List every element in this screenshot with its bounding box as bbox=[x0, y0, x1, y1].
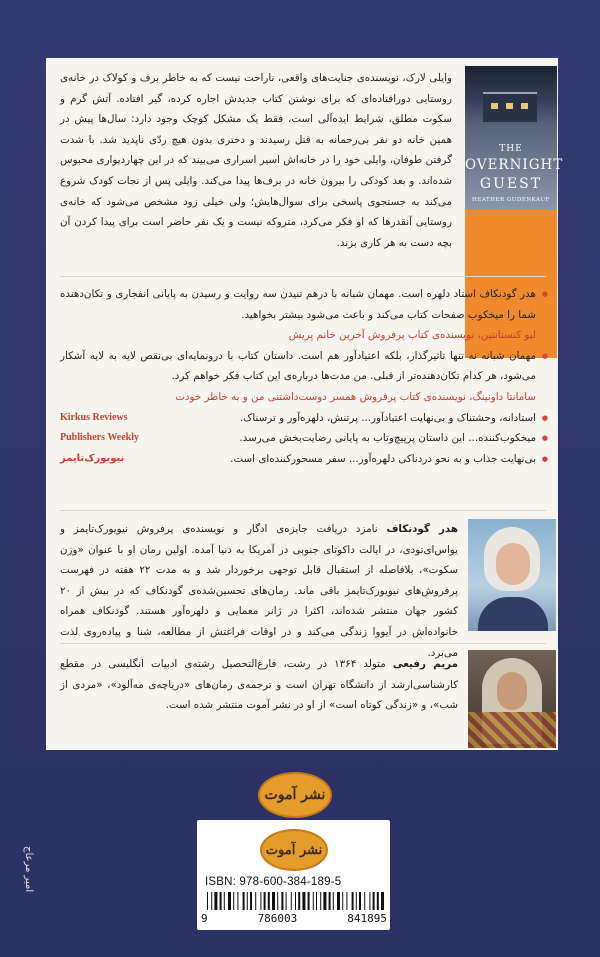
divider bbox=[60, 643, 546, 644]
short-quote bbox=[60, 449, 548, 470]
translator-bio bbox=[60, 654, 458, 716]
divider bbox=[60, 276, 546, 277]
praise-attribution: سامانتا داونینگ، نویسنده‌ی کتاب پرفروش همسر دوست‌داشتنی من و به خاطر خودت bbox=[175, 390, 536, 403]
barcode-label bbox=[197, 820, 390, 930]
short-quote-text: ● بی‌نهایت جذاب و به نحو دردناکی دلهره‌آور... سفر مسحورکننده‌ای است. bbox=[60, 449, 548, 470]
short-quote-text: ● استادانه، وحشتناک و بی‌نهایت اعتیادآور... پرتنش، دلهره‌آور و ترسناک. bbox=[60, 408, 548, 429]
short-quote-source: Kirkus Reviews bbox=[60, 411, 128, 423]
short-quote bbox=[60, 428, 548, 449]
snowy-house-image bbox=[465, 66, 557, 124]
isbn-text: ISBN: 978-600-384-189-5 bbox=[205, 876, 342, 888]
barcode-digit-prefix: 9 bbox=[201, 912, 208, 925]
text-panel bbox=[46, 58, 564, 750]
translator-photo bbox=[468, 650, 556, 748]
inner-cover-title-line1: THE bbox=[499, 144, 523, 154]
author-bio-text: نامزد دریافت جایزه‌ی ادگار و نویسنده‌ی پرفروش نیویورک‌تایمز و یواس‌ای‌تودی، در ایالت داکوتای جنوبی در آمریکا به دنیا آمده. اولین رمان او با عنوان «وزن سکوت»، بلافاصله از استقبال قابل توجهی برخوردار شد و به مدت ۲۲ هفته در فهرست پرفروش‌های نیویورک‌تایمز باقی ماند. رمان‌های تحسین‌شده‌ی گودنکاف که در بیش از ۲۰ کشور جهان منتشر شده‌اند، اکثرا در ژانر معمایی و دلهره‌آور هستند. گودنکاف همراه خانواده‌اش در آیووا زندگی می‌کند و در اوقات فراغتش از مطالعه، شنا و پیاده‌روی لذت می‌برد. bbox=[60, 523, 458, 659]
barcode-icon bbox=[205, 892, 385, 910]
publisher-logo-small: نشر آموت bbox=[260, 829, 328, 871]
book-blurb: وایلی لارک، نویسنده‌ی جنایت‌های واقعی، ناراحت نیست که به خاطر برف و کولاک در خانه‌ی روستایی دورافتاده‌ای که برای نوشتن کتاب جدیدش اجاره کرده، گیر افتاده. آتش گرم و سکوت مطلق، شرایط ایده‌آلی است، فقط یک مشکل کوچک وجود دارد: سال‌ها پیش در همین خانه دو نفر بی‌رحمانه به قتل رسیدند و دختری بدون هیچ ردّی ناپدید شد. با شدت گرفتن طوفان، وایلی خود را در خانه‌اش اسیر اسراری می‌بیند که در این چهاردیواری محبوس شده‌اند. و بعد کودکی را بیرون خانه در برف‌ها پیدا می‌کند. وایلی پس از نجات کودک شروع می‌کند به جستجوی پاسخی برای سوال‌هایش؛ ولی خیلی زود مشخص می‌شود که خانه‌ی روستایی آنقدرها که او فکر می‌کرد، متروکه نیست و یک نفر حاضر است برای پیدا کردن آن بچه دست به هر کاری بزند. bbox=[60, 72, 452, 249]
short-quote-text: ● میخکوب‌کننده... این داستان پرپیچ‌وتاب به پایانی رضایت‌بخش می‌رسد. bbox=[60, 428, 548, 449]
author-name: هدر گودنکاف bbox=[386, 523, 458, 535]
author-bio bbox=[60, 519, 458, 663]
house-icon bbox=[483, 92, 537, 122]
author-photo bbox=[468, 519, 556, 631]
barcode-digits bbox=[201, 912, 387, 925]
inner-cover-title-line2: OVERNIGHT bbox=[465, 157, 564, 173]
translator-name: مریم رفیعی bbox=[392, 658, 459, 670]
inner-cover-title-line3: GUEST bbox=[479, 176, 543, 192]
publisher-logo: نشر آموت bbox=[258, 772, 332, 818]
short-quote-source: نیویورک‌تایمز bbox=[60, 452, 125, 464]
short-quote-source: Publishers Weekly bbox=[60, 432, 139, 444]
praise-section bbox=[60, 284, 548, 469]
short-quote bbox=[60, 408, 548, 429]
cover-designer-credit: امیر مرعاج bbox=[23, 845, 34, 892]
translator-bio-text: متولد ۱۳۶۴ در رشت، فارغ‌التحصیل رشته‌ی ادبیات انگلیسی در مقطع کارشناسی‌ارشد از دانشگاه تهران است و ترجمه‌ی رمان‌های «دریاچه‌ی مه‌آلود»، «مردی از شب»، و «زندگی کوتاه است» از او در نشر آموت منتشر شده است. bbox=[60, 658, 458, 712]
divider bbox=[60, 510, 546, 511]
praise-attribution: لیو کنستانتین، نویسنده‌ی کتاب پرفروش آخرین خانم پریش bbox=[288, 329, 536, 342]
barcode-digit-group1: 786003 bbox=[257, 912, 298, 925]
praise-quote: ● مهمان شبانه نه تنها تاثیرگذار، بلکه اعتیادآور هم است. داستان کتاب با درونمایه‌ای بی‌نقص لایه به لایه آشکار می‌شود، هر کدام تکان‌دهنده‌تر از قبلی. من مدت‌ها درباره‌ی این کتاب فکر خواهم کرد. bbox=[60, 346, 548, 387]
inner-cover-author: HEATHER GUDENKAUF bbox=[472, 197, 550, 203]
barcode-digit-group2: 841895 bbox=[347, 912, 387, 925]
praise-quote: ● هدر گودنکاف استاد دلهره است. مهمان شبانه با درهم تنیدن سه روایت و رسیدن به پایانی انفجاری و تکان‌دهنده شما را میخکوب صفحات کتاب می‌کند و باعث می‌شود بیشتر بخواهید. bbox=[60, 284, 548, 325]
